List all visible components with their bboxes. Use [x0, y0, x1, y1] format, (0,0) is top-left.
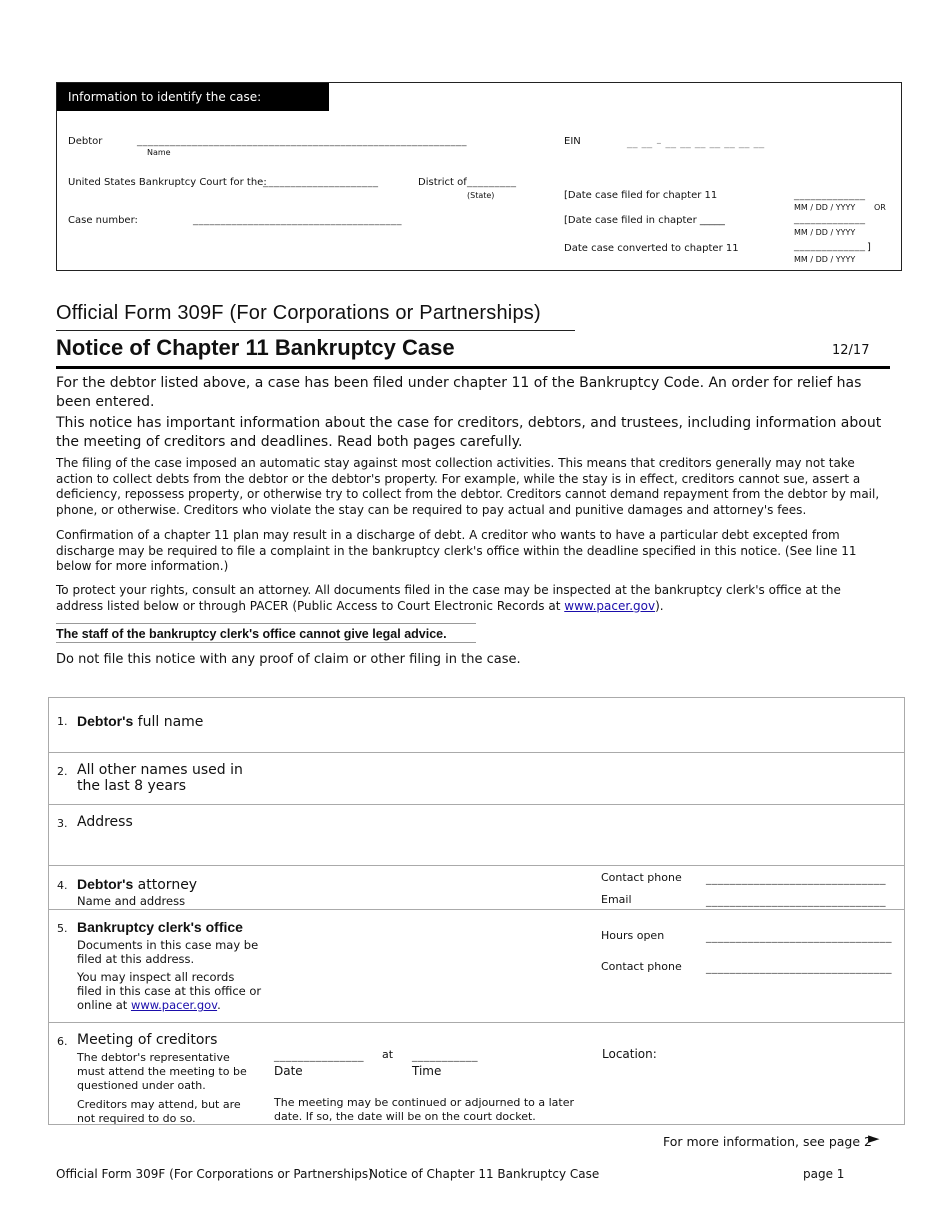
- row-divider: [49, 865, 904, 866]
- date-filed-in-chapter-field[interactable]: _____________: [794, 214, 866, 225]
- clerk-phone-field[interactable]: _______________________________: [706, 961, 892, 974]
- label-bold: Debtor's: [77, 876, 134, 892]
- rights-text: To protect your rights, consult an attorney. All documents filed in the case may be inspected at the bankruptcy clerk's office at the address listed below or through PACER (Public Access to Court Electronic Records at: [56, 583, 841, 613]
- case-details-table: [48, 697, 905, 1125]
- attorney-phone-label: Contact phone: [601, 871, 682, 884]
- at-label: at: [382, 1048, 394, 1061]
- case-info-box: [56, 82, 902, 271]
- district-field[interactable]: _________: [467, 177, 517, 188]
- label-rest: attorney: [133, 877, 198, 893]
- row-number-6: 6.: [57, 1035, 68, 1048]
- clerk-office-sub-2-text: You may inspect all records filed in this case at this office or online at: [77, 970, 262, 1012]
- pacer-link-2[interactable]: www.pacer.gov: [130, 998, 218, 1012]
- meeting-sub-2: Creditors may attend, but are not required to do so.: [77, 1098, 241, 1125]
- clerk-office-sub-2-end: .: [217, 998, 221, 1012]
- date-format-3: MM / DD / YYYY: [794, 255, 856, 264]
- no-file-notice: Do not file this notice with any proof of claim or other filing in the case.: [56, 652, 521, 667]
- time-caption: Time: [412, 1064, 442, 1078]
- date-filed-ch11-label: [Date case filed for chapter 11: [564, 190, 718, 201]
- date-filed-ch11-field[interactable]: _____________: [794, 190, 866, 201]
- row-number-4: 4.: [57, 879, 68, 892]
- meeting-sub-1: The debtor's representative must attend the meeting to be questioned under oath.: [77, 1051, 247, 1092]
- date-caption: Date: [274, 1064, 303, 1078]
- or-label: OR: [874, 203, 886, 212]
- row-divider: [49, 909, 904, 910]
- debtor-field[interactable]: ____________________________________________________________: [137, 136, 467, 147]
- row-number-2: 2.: [57, 765, 68, 778]
- meeting-date-field[interactable]: _______________: [274, 1049, 364, 1062]
- date-converted-field[interactable]: _____________: [794, 241, 866, 252]
- attorney-email-label: Email: [601, 893, 632, 906]
- meeting-note: The meeting may be continued or adjourned to a later date. If so, the date will be on the court docket.: [274, 1096, 574, 1123]
- other-names-label: All other names used in the last 8 years: [77, 762, 243, 794]
- case-number-field[interactable]: ______________________________________: [193, 215, 402, 226]
- subtitle-divider: [56, 330, 575, 331]
- debtor-label: Debtor: [68, 136, 103, 147]
- location-label: Location:: [602, 1047, 657, 1061]
- meeting-time-field[interactable]: ___________: [412, 1049, 478, 1062]
- row-divider: [49, 804, 904, 805]
- footer-form-name: Official Form 309F (For Corporations or Partnerships): [56, 1167, 373, 1181]
- district-label: District of: [418, 177, 467, 188]
- pacer-link[interactable]: www.pacer.gov: [564, 598, 656, 613]
- label-bold: Debtor's: [77, 713, 134, 729]
- state-caption: (State): [467, 191, 495, 200]
- clerk-office-label: Bankruptcy clerk's office: [77, 919, 243, 935]
- page-title: Notice of Chapter 11 Bankruptcy Case: [56, 335, 455, 360]
- automatic-stay-paragraph: The filing of the case imposed an automatic stay against most collection activities. This means that creditors generally may not take action to collect debts from the debtor or the debtor's property. For example, while the stay is in effect, creditors cannot sue, assert a deficiency, repossess property, or otherwise try to collect from the debtor. Creditors cannot demand repayment from the debtor by mail, phone, or otherwise. Creditors who violate the stay can be required to pay actual and punitive damages and attorney's fees.: [56, 456, 880, 517]
- form-subtitle: Official Form 309F (For Corporations or Partnerships): [56, 302, 541, 324]
- clerk-office-sub-1: Documents in this case may be filed at this address.: [77, 938, 259, 966]
- court-label: United States Bankruptcy Court for the:: [68, 177, 267, 188]
- rights-text-end: ).: [655, 598, 664, 613]
- more-info-text: For more information, see page 2: [663, 1134, 872, 1149]
- legal-advice-warning: The staff of the bankruptcy clerk's office cannot give legal advice.: [56, 623, 476, 643]
- discharge-paragraph: Confirmation of a chapter 11 plan may result in a discharge of debt. A creditor who wants to have a particular debt excepted from discharge may be required to file a complaint in the bankruptcy clerk's office within the deadline specified in this notice. (See line 11 below for more information.): [56, 528, 857, 573]
- intro-paragraph-1: For the debtor listed above, a case has been filed under chapter 11 of the Bankruptcy Code. An order for relief has been entered.: [56, 375, 862, 410]
- hours-open-field[interactable]: _______________________________: [706, 930, 892, 943]
- form-revision-date: 12/17: [832, 343, 870, 358]
- debtor-full-name-label: [77, 713, 203, 730]
- arrow-right-icon: ►: [868, 1129, 880, 1147]
- meeting-label: Meeting of creditors: [77, 1032, 218, 1048]
- footer-page-number: page 1: [803, 1167, 845, 1181]
- row-number-5: 5.: [57, 922, 68, 935]
- row-divider: [49, 1022, 904, 1023]
- clerk-office-sub-2: [77, 970, 262, 1012]
- hours-open-label: Hours open: [601, 929, 665, 942]
- attorney-email-field[interactable]: ______________________________: [706, 894, 886, 907]
- attorney-sub-label: Name and address: [77, 894, 186, 908]
- address-label: Address: [77, 814, 133, 830]
- date-filed-in-chapter-label: [Date case filed in chapter _____: [564, 215, 725, 226]
- court-field[interactable]: _____________________: [263, 177, 379, 188]
- name-caption: Name: [147, 148, 171, 157]
- row-number-3: 3.: [57, 817, 68, 830]
- row-divider: [49, 752, 904, 753]
- bracket-close: ]: [867, 242, 871, 253]
- date-format-1: MM / DD / YYYY: [794, 203, 856, 212]
- label-rest: full name: [133, 714, 204, 730]
- case-number-label: Case number:: [68, 215, 138, 226]
- footer-notice-name: Notice of Chapter 11 Bankruptcy Case: [369, 1167, 600, 1181]
- case-info-header: Information to identify the case:: [57, 83, 329, 111]
- ein-label: EIN: [564, 136, 581, 147]
- date-format-2: MM / DD / YYYY: [794, 228, 856, 237]
- debtor-attorney-label: [77, 876, 197, 893]
- rights-paragraph: [56, 583, 890, 614]
- title-divider: [56, 366, 890, 369]
- attorney-phone-field[interactable]: ______________________________: [706, 872, 886, 885]
- row-number-1: 1.: [57, 715, 68, 728]
- intro-paragraph-2: This notice has important information about the case for creditors, debtors, and trustees, including information about the meeting of creditors and deadlines. Read both pages carefully.: [56, 415, 882, 450]
- clerk-phone-label: Contact phone: [601, 960, 682, 973]
- date-converted-label: Date case converted to chapter 11: [564, 243, 739, 254]
- ein-field[interactable]: __ __ – __ __ __ __ __ __ __: [627, 138, 765, 149]
